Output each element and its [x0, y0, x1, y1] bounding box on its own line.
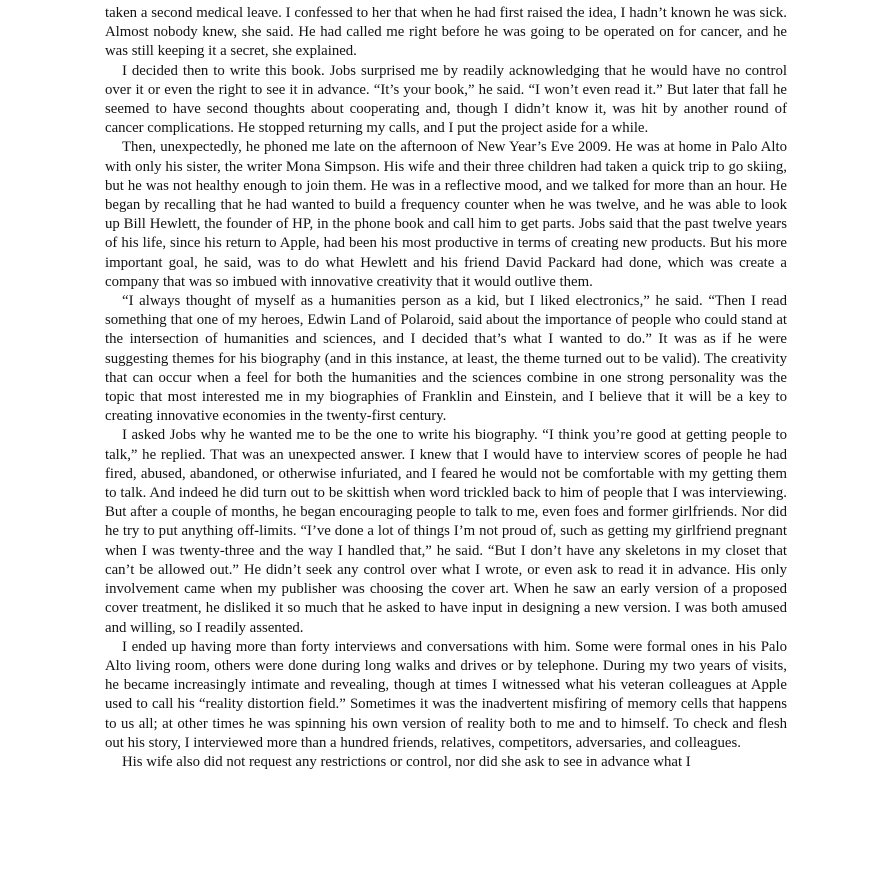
paragraph-interviews: I ended up having more than forty interviews and conversations with him. Some were formal ones in his Palo Alto living room, others were done during long walks and drives or by telephone. During my two years of visits, he became increasingly intimate and revealing, though at times I witnessed what his veteran colleagues at Apple used to call his “reality distortion field.” Sometimes it was the inadvertent misfiring of memory cells that happens to us all; at other times he was spinning his own version of reality both to me and to himself. To check and flesh out his story, I interviewed more than a hundred friends, relatives, competitors, adversaries, and colleagues. [105, 638, 787, 751]
paragraph-continued-medical-leave: taken a second medical leave. I confessed to her that when he had first raised the idea, I hadn’t known he was sick. Almost nobody knew, she said. He had called me right before he was going to be operated on for cancer, and he was still keeping it a secret, she explained. [105, 5, 787, 60]
paragraph-new-years-eve-call: Then, unexpectedly, he phoned me late on the afternoon of New Year’s Eve 2009. He was at home in Palo Alto with only his sister, the writer Mona Simpson. His wife and their three children had taken a quick trip to go skiing, but he was not healthy enough to join them. He was in a reflective mood, and we talked for more than an hour. He began by recalling that he had wanted to build a frequency counter when he was twelve, and he was able to look up Bill Hewlett, the founder of HP, in the phone book and call him to get parts. Jobs said that the past twelve years of his life, since his return to Apple, had been his most productive in terms of creating new products. But his more important goal, he said, was to do what Hewlett and his friend David Packard had done, which was create a company that was so imbued with innovative creativity that it would outlive them. [105, 139, 787, 290]
paragraph-wife-restrictions: His wife also did not request any restrictions or control, nor did she ask to see in advance what I [122, 753, 691, 770]
paragraph-decided-to-write: I decided then to write this book. Jobs surprised me by readily acknowledging that he would have no control over it or even the right to see it in advance. “It’s your book,” he said. “I won’t even read it.” But later that fall he seemed to have second thoughts about cooperating and, though I didn’t know it, was hit by another round of cancer complications. He stopped returning my calls, and I put the project aside for a while. [105, 62, 787, 137]
book-page-text [105, 4, 787, 772]
paragraph-why-me: I asked Jobs why he wanted me to be the one to write his biography. “I think you’re good at getting people to talk,” he replied. That was an unexpected answer. I knew that I would have to interview scores of people he had fired, abused, abandoned, or otherwise infuriated, and I feared he would not be comfortable with my getting them to talk. And indeed he did turn out to be skittish when word trickled back to him of people that I was interviewing. But after a couple of months, he began encouraging people to talk to me, even foes and former girlfriends. Nor did he try to put anything off-limits. “I’ve done a lot of things I’m not proud of, such as getting my girlfriend pregnant when I was twenty-three and the way I handled that,” he said. “But I don’t have any skeletons in my closet that can’t be allowed out.” He didn’t seek any control over what I wrote, or even ask to read it in advance. His only involvement came when my publisher was choosing the cover art. When he saw an early version of a proposed cover treatment, he disliked it so much that he asked to have input in designing a new version. I was both amused and willing, so I readily assented. [105, 427, 787, 636]
paragraph-humanities-and-sciences: “I always thought of myself as a humanities person as a kid, but I liked electronics,” he said. “Then I read something that one of my heroes, Edwin Land of Polaroid, said about the importance of people who could stand at the intersection of humanities and sciences, and I decided that’s what I wanted to do.” It was as if he were suggesting themes for his biography (and in this instance, at least, the theme turned out to be valid). The creativity that can occur when a feel for both the humanities and the sciences combine in one strong personality was the topic that most interested me in my biographies of Franklin and Einstein, and I believe that it will be a key to creating innovative economies in the twenty-first century. [105, 293, 787, 425]
